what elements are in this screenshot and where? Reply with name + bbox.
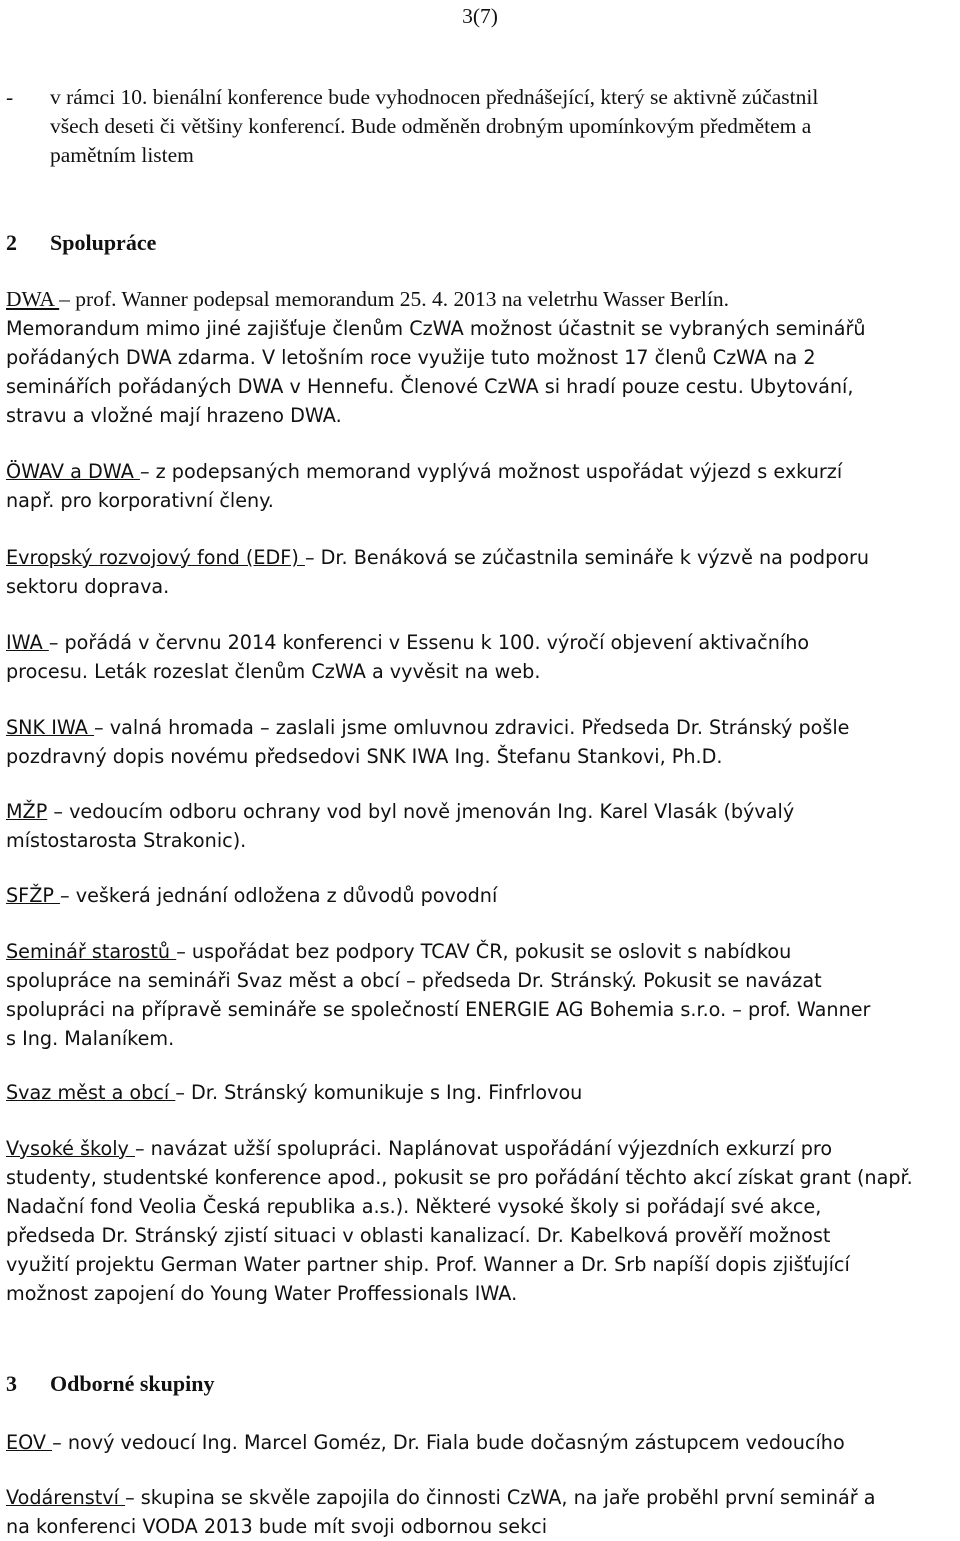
paragraph-vysoke-skoly <box>6 1134 956 1308</box>
paragraph-line: – z podepsaných memorand vyplývá možnost uspořádat výjezd s exkurzí <box>139 460 843 483</box>
paragraph-line: Nadační fond Veolia Česká republika a.s.). Některé vysoké školy si pořádají své akce, <box>6 1195 822 1218</box>
paragraph-sfzp <box>6 881 956 910</box>
paragraph-line: využití projektu German Water partner ship. Prof. Wanner a Dr. Srb napíší dopis zjišťující <box>6 1253 850 1276</box>
paragraph-line: např. pro korporativní členy. <box>6 489 274 512</box>
paragraph-line: Memorandum mimo jiné zajišťuje členům CzWA možnost účastnit se vybraných seminářů <box>6 317 866 340</box>
paragraph-edf <box>6 543 956 601</box>
label-edf: Evropský rozvojový fond (EDF) <box>6 546 305 569</box>
paragraph-line: – Dr. Stránský komunikuje s Ing. Finfrlovou <box>175 1081 583 1104</box>
paragraph-line: – uspořádat bez podpory TCAV ČR, pokusit se oslovit s nabídkou <box>176 940 792 963</box>
section-number: 3 <box>6 1371 17 1396</box>
paragraph-snk-iwa <box>6 713 956 771</box>
bullet-paragraph <box>50 83 956 170</box>
paragraph-line: studenty, studentské konference apod., pokusit se pro pořádání těchto akcí získat grant (např. <box>6 1166 913 1189</box>
bullet-line: všech deseti či většiny konferencí. Bude odměněn drobným upomínkovým předmětem a <box>50 114 812 138</box>
label-iwa: IWA <box>6 631 49 654</box>
label-eov: EOV <box>6 1431 53 1454</box>
paragraph-line: – pořádá v červnu 2014 konferenci v Essenu k 100. výročí objevení aktivačního <box>48 631 810 654</box>
label-mzp: MŽP <box>6 800 48 823</box>
paragraph-line: s Ing. Malaníkem. <box>6 1027 175 1050</box>
paragraph-seminar-starostu <box>6 937 956 1053</box>
section-number: 2 <box>6 230 17 255</box>
section-title: Odborné skupiny <box>50 1371 215 1396</box>
label-snk-iwa: SNK IWA <box>6 716 95 739</box>
paragraph-dwa <box>6 285 956 430</box>
bullet-line: pamětním listem <box>50 143 194 167</box>
paragraph-line: spolupráce na semináři Svaz měst a obcí – předseda Dr. Stránský. Pokusit se navázat <box>6 969 822 992</box>
label-vysoke-skoly: Vysoké školy <box>6 1137 135 1160</box>
paragraph-line: místostarosta Strakonic). <box>6 829 247 852</box>
paragraph-line: – skupina se skvěle zapojila do činnosti CzWA, na jaře proběhl první seminář a <box>125 1486 876 1509</box>
label-dwa: DWA <box>6 287 60 311</box>
label-svaz-mest: Svaz měst a obcí <box>6 1081 176 1104</box>
paragraph-line: předseda Dr. Stránský zjistí situaci v oblasti kanalizací. Dr. Kabelková prověří možnost <box>6 1224 831 1247</box>
paragraph-line: spolupráci na přípravě semináře se společností ENERGIE AG Bohemia s.r.o. – prof. Wanner <box>6 998 871 1021</box>
paragraph-line: – navázat užší spolupráci. Naplánovat uspořádání výjezdních exkurzí pro <box>134 1137 833 1160</box>
label-vodarenstvi: Vodárenství <box>6 1486 126 1509</box>
bullet-line: v rámci 10. bienální konference bude vyhodnocen přednášející, který se aktivně zúčastnil <box>50 85 819 109</box>
label-sfzp: SFŽP <box>6 884 61 907</box>
paragraph-line: procesu. Leták rozeslat členům CzWA a vyvěsit na web. <box>6 660 541 683</box>
paragraph-line: stravu a vložné mají hrazeno DWA. <box>6 404 342 427</box>
bullet-marker: - <box>6 85 14 109</box>
label-seminar-starostu: Seminář starostů <box>6 940 177 963</box>
section-heading-odborne-skupiny <box>6 1369 956 1398</box>
section-heading-spoluprace <box>6 228 956 257</box>
paragraph-line: na konferenci VODA 2013 bude mít svoji odbornou sekci <box>6 1515 548 1538</box>
paragraph-line: – veškerá jednání odložena z důvodů povodní <box>60 884 498 907</box>
paragraph-line: možnost zapojení do Young Water Proffessionals IWA. <box>6 1282 518 1305</box>
section-title: Spolupráce <box>50 230 157 255</box>
paragraph-line: sektoru doprava. <box>6 575 170 598</box>
paragraph-line: – vedoucím odboru ochrany vod byl nově jmenován Ing. Karel Vlasák (bývalý <box>47 800 795 823</box>
page-number: 3(7) <box>462 4 498 28</box>
paragraph-line: – valná hromada – zaslali jsme omluvnou zdravici. Předseda Dr. Stránský pošle <box>94 716 850 739</box>
paragraph-line: – Dr. Benáková se zúčastnila semináře k výzvě na podporu <box>304 546 870 569</box>
label-owav: ÖWAV a DWA <box>6 460 140 483</box>
paragraph-eov <box>6 1428 956 1457</box>
paragraph-vodarenstvi <box>6 1483 956 1541</box>
paragraph-mzp <box>6 797 956 855</box>
paragraph-line: – nový vedoucí Ing. Marcel Goméz, Dr. Fiala bude dočasným zástupcem vedoucího <box>52 1431 845 1454</box>
paragraph-line: pozdravný dopis novému předsedovi SNK IWA Ing. Štefanu Stankovi, Ph.D. <box>6 745 723 768</box>
paragraph-line: seminářích pořádaných DWA v Hennefu. Členové CzWA si hradí pouze cestu. Ubytování, <box>6 375 854 398</box>
paragraph-line: pořádaných DWA zdarma. V letošním roce využije tuto možnost 17 členů CzWA na 2 <box>6 346 816 369</box>
paragraph-iwa <box>6 628 956 686</box>
paragraph-owav <box>6 457 956 515</box>
paragraph-svaz-mest <box>6 1078 956 1107</box>
paragraph-line: – prof. Wanner podepsal memorandum 25. 4. 2013 na veletrhu Wasser Berlín. <box>59 287 730 311</box>
